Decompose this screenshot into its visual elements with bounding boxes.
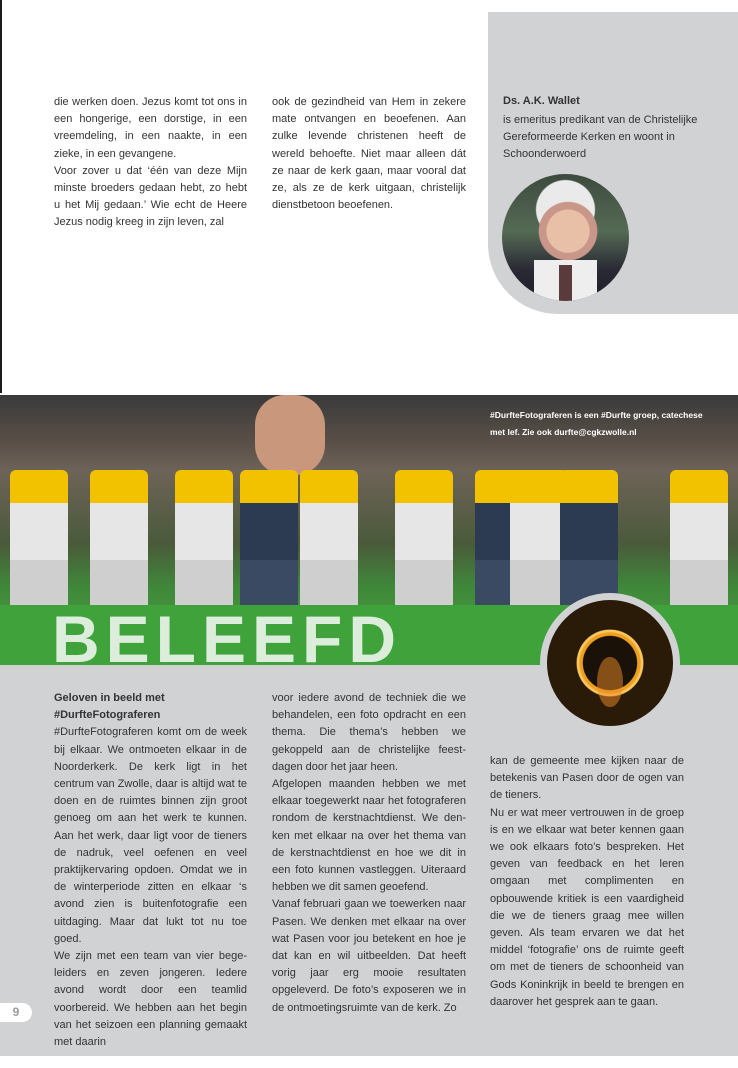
lego-figure	[300, 470, 358, 620]
page-number: 9	[0, 1003, 32, 1022]
author-description: is emeritus predikant van de Christelijke Gereformeerde Kerken en woont in Schoonderwoerd	[503, 114, 698, 161]
light-circle-photo	[540, 593, 680, 733]
article-heading-hashtag: #DurfteFotograferen	[54, 709, 161, 722]
photo-hand	[255, 395, 325, 475]
lego-figure	[670, 470, 728, 620]
paragraph: Vanaf februari gaan we toewerken naar Pasen. We denken met elkaar na over wat Pasen voor jou betekent en hoe je dat kan en wil uitbeelden. Dat heeft vorig jaar erg mooie resultaten opgeleverd. De foto’s exposeren we in de ontmoetingsruimte van de kerk. Zo	[272, 898, 466, 1014]
article-heading: Geloven in beeld met	[54, 692, 165, 704]
lego-figure	[90, 470, 148, 620]
paragraph: voor iedere avond de techniek die we behandelen, een foto opdracht en een thema. Die thema’s hebben we gekoppeld aan de christelijke feestdagen door het jaar heen.	[272, 692, 466, 773]
paragraph: Nu er wat meer vertrouwen in de groep is en we elkaar wat beter kennen gaan we ook elkaars foto’s bespreken. Het geven van feedback en het leren omgaan met complimenten en opbouwende kritiek is een vaardigheid die we de tieners graag mee willen geven. Als team ervaren we dat het middel ‘fotografie’ ons de ruimte geeft om met de tieners de schoonheid van Gods Koninkrijk in beeld te brengen en daarover het gesprek aan te gaan.	[490, 806, 684, 1008]
paragraph: Voor zover u dat ‘één van deze Mijn minste broeders gedaan hebt, zo hebt u het Mij gedaan.’ Wie echt de Heere Jezus nodig kreeg in zijn leven, zal	[54, 164, 247, 229]
paragraph: Afgelopen maanden hebben we met elkaar toegewerkt naar het fotograferen rondom de kerstnachtdienst. We denken met elkaar na over het thema van de kerstnachtdienst en hoe we dit in een foto kunnen vastleggen. Uiteraard hebben we dit samen geoefend.	[272, 778, 466, 894]
top-article-column-1	[54, 94, 247, 232]
lego-figure	[395, 470, 453, 620]
paragraph: #DurfteFotograferen komt om de week bij elkaar. We ontmoeten elkaar in de Noorderkerk. De kerk ligt in het centrum van Zwolle, daar is altijd wat te doen en de ruimtes binnen zijn groot genoeg om aan het werk te kunnen. Aan het werk, daar ligt voor de tieners de nadruk, veel oefenen en veel praktijkervaring opdoen. Omdat we in de winterperiode zitten en elkaar ‘s avond zien is buitenfotografie een uitdaging. Maar dat lukt tot nu toe goed.	[54, 726, 247, 945]
section-title: BELEEFD	[52, 602, 403, 676]
paragraph: ook de gezindheid van Hem in zekere mate ontvangen en beoefenen. Aan zulke levende christenen heeft de wereld behoefte. Niet maar alleen dát ze naar de kerk gaan, maar vooral dat ze, als ze de kerk uitgaan, christelijk dienstbetoon beoefenen.	[272, 96, 466, 212]
lego-figure	[10, 470, 68, 620]
paragraph: kan de gemeente mee kijken naar de betekenis van Pasen door de ogen van de tieners.	[490, 755, 684, 802]
author-name: Ds. A.K. Wallet	[503, 95, 580, 107]
paragraph: We zijn met een team van vier begeleiders en zeven jongeren. Iedere avond wordt door een teamlid voorbereid. We hebben aan het begin van het seizoen een planning gemaakt met daarin	[54, 950, 247, 1049]
paragraph: die werken doen. Jezus komt tot ons in een hongerige, een dorstige, in een vreemdeling, in een naakte, in een zieke, in een gevangene.	[54, 96, 247, 160]
lego-figure	[175, 470, 233, 620]
bottom-article-column-2	[272, 690, 466, 1017]
portrait-tie	[559, 265, 572, 301]
bottom-article-column-3	[490, 753, 684, 1011]
bottom-margin	[0, 1056, 738, 1068]
lego-figure	[240, 470, 298, 620]
bottom-article-column-1	[54, 690, 247, 1051]
photo-caption: #DurfteFotograferen is een #Durfte groep, catechese met lef. Zie ook durfte@cgkzwolle.nl	[490, 410, 703, 437]
author-portrait-photo	[502, 174, 629, 301]
top-article-column-2	[272, 94, 466, 214]
left-margin-rule	[0, 0, 2, 393]
photo-glow	[597, 657, 622, 707]
